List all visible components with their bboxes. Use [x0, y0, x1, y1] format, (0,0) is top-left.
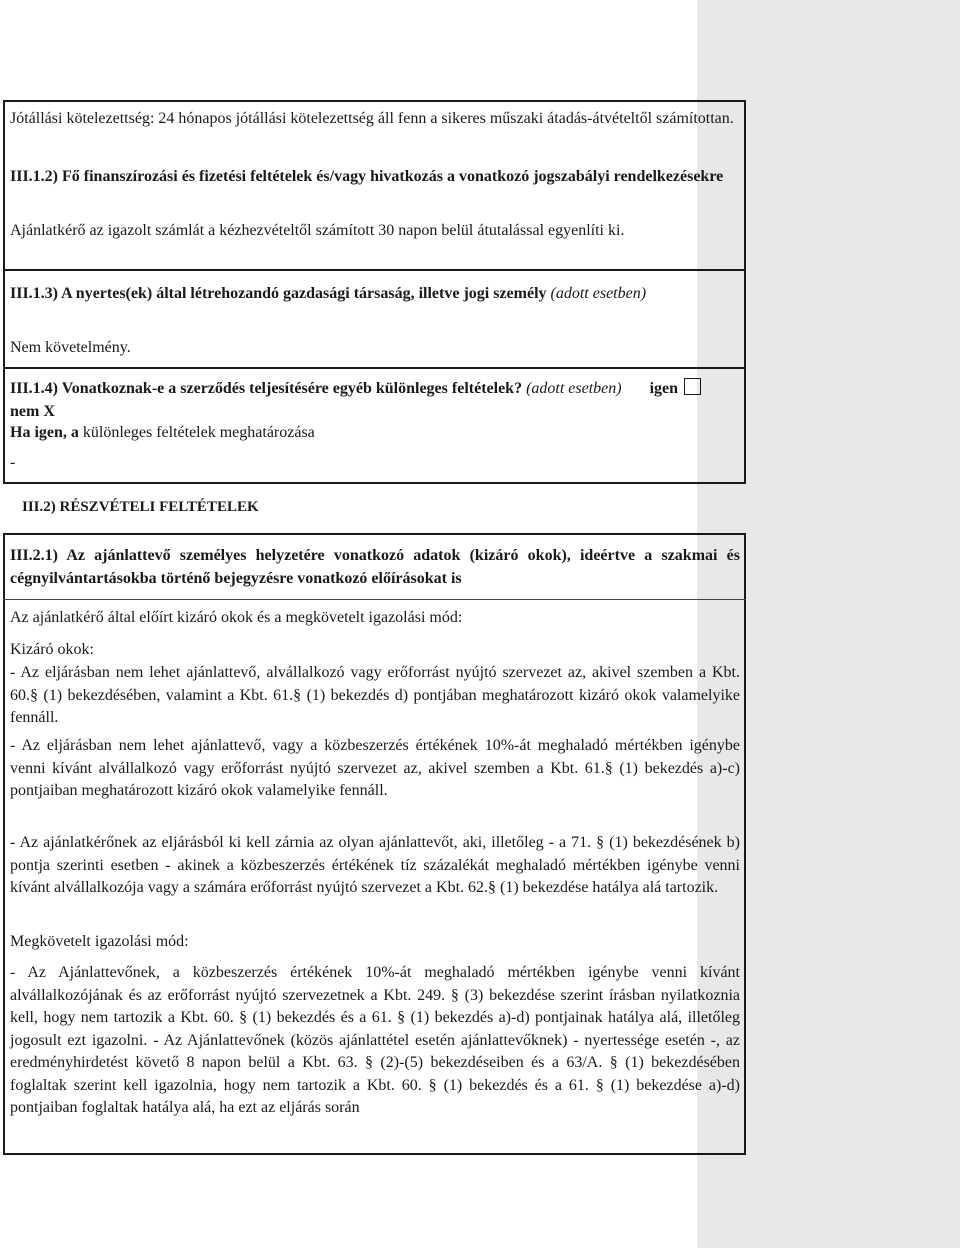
proof-title: Megkövetelt igazolási mód: [10, 933, 189, 950]
exclusion-title: Kizáró okok: [10, 641, 94, 658]
if-yes-line [10, 422, 740, 445]
heading-III-1-3-note: (adott esetben) [550, 285, 647, 302]
heading-III-1-2: III.1.2) Fő finanszírozási és fizetési feltételek és/vagy hivatkozás a vonatkozó jogszabályi rendelkezésekre [10, 168, 724, 185]
heading-III-1-3-block [10, 283, 740, 306]
if-yes-bold: Ha igen, a [10, 424, 79, 441]
if-yes-rest: különleges feltételek meghatározása [82, 424, 315, 441]
heading-III-1-4-note: (adott esetben) [526, 380, 622, 397]
section-divider [3, 599, 746, 600]
warranty-text: Jótállási kötelezettség: 24 hónapos jótállási kötelezettség áll fenn a sikeres műszaki átadás-átvételtől számítottan. [10, 110, 734, 127]
heading-III-2-1: III.2.1) Az ajánlattevő személyes helyzetére vonatkozó adatok (kizáró okok), ideértve a szakmai és cégnyilvántartásokba történő bejegyzésre vonatkozó előírásokat is [10, 547, 740, 587]
payment-terms-text: Ajánlatkérő az igazolt számlát a kézhezvételtől számított 30 napon belül átutalással egyenlíti ki. [10, 222, 625, 239]
special-conditions-value: - [10, 454, 16, 471]
heading-III-1-3: III.1.3) A nyertes(ek) által létrehozandó gazdasági társaság, illetve jogi személy [10, 285, 547, 302]
heading-III-1-4-block [10, 378, 740, 423]
exclusion-intro: Az ajánlatkérő által előírt kizáró okok és a megkövetelt igazolási mód: [10, 609, 463, 626]
yes-checkbox[interactable] [684, 378, 701, 395]
heading-III-1-4: III.1.4) Vonatkoznak-e a szerződés teljesítésére egyéb különleges feltételek? [10, 380, 523, 397]
proof-text: - Az Ajánlattevőnek, a közbeszerzés értékének 10%-át meghaladó mértékben igénybe venni kívánt alvállalkozójának és az erőforrást nyújtó szervezetnek a Kbt. 249. § (3) bekezdése szerint írásban nyilatkoznia kell, hogy nem tartozik a Kbt. 60. § (1) bekezdés és a 61. § (1) bekezdés a)-d) pontjainak hatálya alá, illetőleg jogosult ezt igazolni. - Az Ajánlattevőnek (közös ajánlattétel esetén ajánlattevőknek) - nyertessége esetén -, az eredményhirdetést követő 8 napon belül a Kbt. 63. § (2)-(5) bekezdéseiben és a 63/A. § (1) bekezdésében foglaltak szerint kell igazolnia, hogy nem tartozik a Kbt. 60. § (1) bekezdés és a 61. § (1) bekezdése a)-d) pontjaiban foglaltak hatálya alá, ha ezt az eljárás során [10, 964, 740, 1116]
yes-label: igen [649, 380, 679, 397]
exclusion-item-3: - Az ajánlatkérőnek az eljárásból ki kell zárnia az olyan ajánlattevőt, aki, illetőleg - a 71. § (1) bekezdésének b) pontja szerinti esetben - akinek a közbeszerzés értékének tíz százalékát meghaladó mértékben igénybe venni kívánt alvállalkozója vagy a számára erőforrást nyújtó szervezet a Kbt. 62.§ (1) bekezdése hatálya alá tartozik. [10, 834, 740, 896]
legal-form-text: Nem követelmény. [10, 339, 131, 356]
heading-III-2: III.2) RÉSZVÉTELI FELTÉTELEK [22, 499, 259, 515]
exclusion-item-1: - Az eljárásban nem lehet ajánlattevő, alvállalkozó vagy erőforrást nyújtó szervezet az, akivel szemben a Kbt. 60.§ (1) bekezdésében, valamint a Kbt. 61.§ (1) bekezdés d) pontjában meghatározott kizáró okok valamelyike fennáll. [10, 664, 740, 726]
no-label: nem X [10, 402, 55, 420]
exclusion-item-2: - Az eljárásban nem lehet ajánlattevő, vagy a közbeszerzés értékének 10%-át meghaladó mértékben igénybe venni kívánt alvállalkozó vagy erőforrást nyújtó szervezet az, akivel szemben a Kbt. 61.§ (1) bekezdés a)-c) pontjaiban meghatározott kizáró okok valamelyike fennáll. [10, 737, 740, 799]
